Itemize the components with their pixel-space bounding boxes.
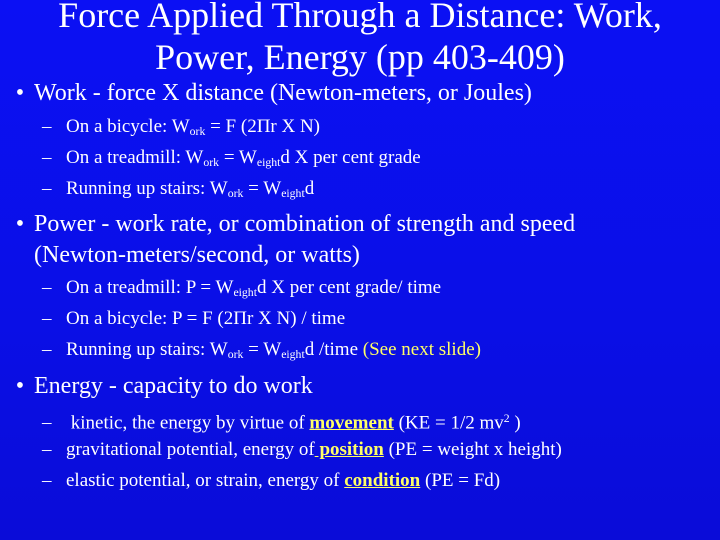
- text: = W: [243, 339, 282, 360]
- subscript: eight: [256, 155, 281, 169]
- work-item-treadmill: [42, 146, 421, 175]
- superscript: 2: [503, 412, 510, 425]
- dash-icon: –: [42, 412, 52, 434]
- title-line-1: Force Applied Through a Distance: Work,: [58, 0, 662, 35]
- dash-icon: –: [42, 339, 52, 360]
- text: Running up stairs: W: [66, 339, 228, 360]
- subscript: ork: [227, 347, 244, 361]
- subscript: eight: [281, 347, 305, 361]
- text: Running up stairs: W: [66, 178, 228, 199]
- power-item-stairs: [42, 338, 481, 367]
- power-heading-line-1: Power - work rate, or combination of strength and speed: [34, 211, 576, 237]
- keyword-condition: condition: [344, 470, 421, 491]
- dash-icon: –: [42, 147, 52, 168]
- text: d: [304, 178, 315, 199]
- bullet-work: [6, 79, 532, 107]
- dash-icon: –: [42, 277, 52, 298]
- text: On a bicycle: W: [66, 116, 190, 137]
- work-item-stairs: [42, 177, 314, 206]
- text: On a treadmill: P = W: [66, 277, 234, 298]
- subscript: eight: [233, 285, 257, 299]
- bullet-energy: [6, 372, 313, 400]
- dash-icon: –: [42, 439, 52, 460]
- bullet-icon: •: [15, 373, 25, 399]
- text: gravitational potential, energy of: [66, 439, 315, 460]
- text: (PE = Fd): [420, 470, 501, 491]
- text: kinetic, the energy by virtue of: [66, 412, 310, 434]
- text: (KE = 1/2 mv: [393, 412, 504, 434]
- text: d X per cent grade/ time: [256, 277, 442, 298]
- energy-item-elastic: [42, 469, 500, 493]
- energy-item-gravitational: [42, 438, 562, 462]
- subscript: eight: [281, 186, 305, 200]
- dash-icon: –: [42, 470, 52, 491]
- text: d X per cent grade: [280, 147, 421, 168]
- text: On a treadmill: W: [66, 147, 204, 168]
- subscript: ork: [203, 155, 220, 169]
- power-item-bicycle: [42, 307, 345, 331]
- power-item-treadmill: [42, 276, 441, 305]
- energy-heading: Energy - capacity to do work: [34, 373, 313, 399]
- dash-icon: –: [42, 308, 52, 329]
- keyword-position: position: [314, 439, 384, 460]
- bullet-power: [6, 210, 575, 238]
- subscript: ork: [227, 186, 244, 200]
- dash-icon: –: [42, 178, 52, 199]
- dash-icon: –: [42, 116, 52, 137]
- bullet-icon: •: [15, 80, 25, 106]
- power-heading-line-2: (Newton-meters/second, or watts): [34, 242, 360, 268]
- see-next-slide-note: (See next slide): [362, 339, 481, 360]
- text: (PE = weight x height): [383, 439, 562, 460]
- text: ): [509, 412, 521, 434]
- keyword-movement: movement: [309, 412, 394, 434]
- text: elastic potential, or strain, energy of: [66, 470, 345, 491]
- text: = W: [219, 147, 257, 168]
- power-heading-cont: [34, 241, 360, 269]
- text: = F (2Πr X N): [205, 116, 321, 137]
- text: d /time: [304, 339, 363, 360]
- bullet-icon: •: [15, 211, 25, 237]
- text: On a bicycle: P = F (2Πr X N) / time: [66, 308, 346, 329]
- subscript: ork: [189, 124, 206, 138]
- title-line-2: Power, Energy (pp 403-409): [155, 37, 565, 77]
- slide-title: [0, 0, 720, 78]
- work-heading: Work - force X distance (Newton-meters, or Joules): [34, 80, 532, 106]
- work-item-bicycle: [42, 115, 320, 144]
- text: = W: [243, 178, 282, 199]
- energy-item-kinetic: [42, 407, 521, 435]
